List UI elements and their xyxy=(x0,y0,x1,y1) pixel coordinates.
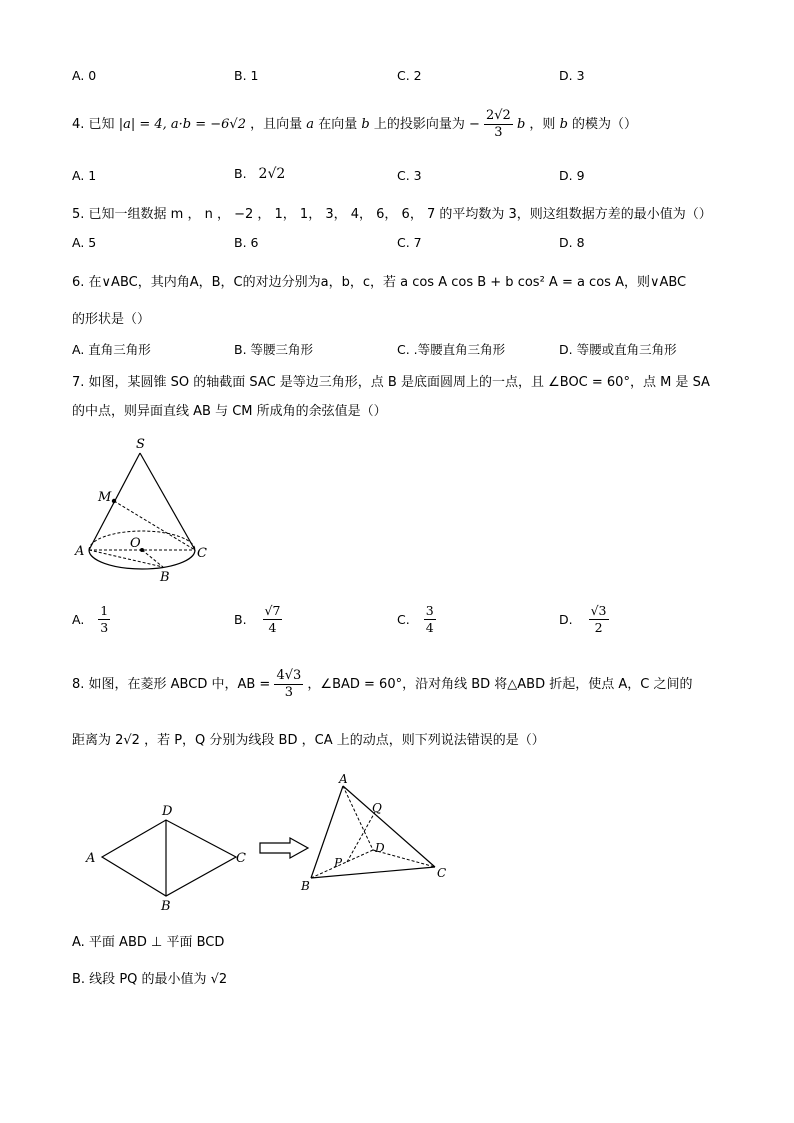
rhombus-label-c: C xyxy=(236,851,246,866)
q3-option-b: B. 1 xyxy=(234,68,259,83)
q4-frac-den: 3 xyxy=(494,125,503,140)
q7-option-d-fraction xyxy=(589,603,609,636)
q4-condition: |a| = 4, a·b = −6√2 xyxy=(118,117,246,132)
q6-option-b: B. 等腰三角形 xyxy=(234,342,314,357)
q6-option-c: C. .等腰直角三角形 xyxy=(397,342,506,357)
q7-option-d-label: D. xyxy=(559,612,573,627)
label-c: C xyxy=(197,546,207,561)
cone-figure xyxy=(70,430,230,590)
q4-vec-b3: b xyxy=(559,117,568,132)
q4-frac-num: 2√2 xyxy=(485,108,511,123)
q3-option-c: C. 2 xyxy=(397,68,422,83)
q4-mid: ，且向量 xyxy=(250,117,303,132)
q4-stem xyxy=(72,108,637,144)
q7-option-d xyxy=(559,603,609,636)
edge-bc xyxy=(311,867,435,878)
q5-option-d: D. 8 xyxy=(559,235,585,250)
tetra-label-d: D xyxy=(375,841,385,855)
label-m: M xyxy=(98,490,112,505)
tetra-label-a: A xyxy=(339,772,348,786)
q7-option-a-num: 1 xyxy=(100,603,109,618)
rhombus-figure xyxy=(80,800,255,915)
q6-option-a: A. 直角三角形 xyxy=(72,342,151,357)
q7-option-b-label: B. xyxy=(234,612,247,627)
label-b: B xyxy=(160,570,170,585)
q8-post: ，∠BAD = 60°，沿对角线 BD 将△ABD 折起，使点 A，C 之间的 xyxy=(307,677,693,692)
tetra-label-c: C xyxy=(437,866,447,880)
q8-fraction xyxy=(274,668,303,701)
q7-option-a-fraction xyxy=(98,603,110,636)
segment-mc xyxy=(114,501,195,550)
q7-option-a-label: A. xyxy=(72,612,85,627)
q4-option-b-label: B. xyxy=(234,166,247,181)
rhombus-label-a: A xyxy=(86,851,96,866)
q4-option-a: A. 1 xyxy=(72,168,97,183)
q4-vec-b2: b xyxy=(516,117,526,132)
q7-option-b-den: 4 xyxy=(268,620,277,635)
q7-option-b-fraction xyxy=(263,603,283,636)
q5-stem: 5. 已知一组数据 m ， n ， −2 ， 1， 1， 3， 4， 6， 6， 7 的平均数为 3，则这组数据方差的最小值为（） xyxy=(72,207,712,222)
q8-option-b: B. 线段 PQ 的最小值为 √2 xyxy=(72,972,228,987)
q8-pre: 8. 如图，在菱形 ABCD 中，AB = xyxy=(72,677,271,692)
segment-ab xyxy=(89,550,163,567)
q4-prefix: 4. 已知 xyxy=(72,117,115,132)
q7-option-a-den: 3 xyxy=(100,620,109,635)
q4-tail2: 的模为（） xyxy=(572,117,638,132)
label-a: A xyxy=(75,544,85,559)
q7-option-d-den: 2 xyxy=(594,620,603,635)
q5-option-a: A. 5 xyxy=(72,235,97,250)
q7-stem-line2: 的中点，则异面直线 AB 与 CM 所成角的余弦值是（） xyxy=(72,404,387,419)
q5-option-c: C. 7 xyxy=(397,235,422,250)
q4-option-c: C. 3 xyxy=(397,168,422,183)
tetra-label-p: P xyxy=(334,856,343,870)
q4-vec-b: b xyxy=(361,117,370,132)
cone-edge-sc xyxy=(140,453,195,550)
q7-option-d-num: √3 xyxy=(590,603,607,618)
tetrahedron-figure xyxy=(295,770,460,895)
q7-option-c-num: 3 xyxy=(425,603,434,618)
q6-stem-line2: 的形状是（） xyxy=(72,312,151,327)
tetra-label-q: Q xyxy=(372,801,382,815)
q8-stem-line1 xyxy=(72,668,692,702)
q7-option-c-fraction xyxy=(424,603,436,636)
q8-frac-den: 3 xyxy=(284,685,293,700)
edge-ad xyxy=(343,786,373,850)
q4-mid3: 上的投影向量为 − xyxy=(373,117,480,132)
q7-option-c xyxy=(397,603,436,636)
q4-option-b-value: 2√2 xyxy=(258,166,286,182)
point-m xyxy=(112,499,116,503)
q3-option-a: A. 0 xyxy=(72,68,97,83)
q4-fraction xyxy=(484,108,513,141)
q4-mid2: 在向量 xyxy=(318,117,358,132)
label-s: S xyxy=(136,437,145,452)
q8-frac-num: 4√3 xyxy=(276,668,302,683)
q7-stem-line1: 7. 如图，某圆锥 SO 的轴截面 SAC 是等边三角形，点 B 是底面圆周上的一点，且 ∠BOC = 60°，点 M 是 SA xyxy=(72,375,710,390)
q7-option-b xyxy=(234,603,282,636)
q4-tail: ，则 xyxy=(529,117,556,132)
tetra-label-b: B xyxy=(301,879,310,893)
segment-pq xyxy=(347,812,375,862)
q6-option-d: D. 等腰或直角三角形 xyxy=(559,342,677,357)
q8-option-a: A. 平面 ABD ⊥ 平面 BCD xyxy=(72,935,225,950)
q5-option-b: B. 6 xyxy=(234,235,259,250)
rhombus-abcd xyxy=(102,820,236,896)
q7-option-c-label: C. xyxy=(397,612,410,627)
q4-option-b xyxy=(234,166,285,182)
rhombus-label-b: B xyxy=(161,899,171,914)
q4-vec-a: a xyxy=(306,117,315,132)
label-o: O xyxy=(130,536,141,551)
q7-option-b-num: √7 xyxy=(264,603,281,618)
q8-stem-line2: 距离为 2√2 ，若 P，Q 分别为线段 BD ，CA 上的动点，则下列说法错误的是（） xyxy=(72,733,545,748)
q7-option-a xyxy=(72,603,110,636)
q7-option-c-den: 4 xyxy=(425,620,434,635)
q4-option-d: D. 9 xyxy=(559,168,585,183)
base-front-arc xyxy=(89,550,195,569)
q6-stem-line1: 6. 在∨ABC，其内角A，B，C的对边分别为a，b，c，若 a cos A cos B + b cos² A = a cos A，则∨ABC xyxy=(72,275,687,290)
rhombus-label-d: D xyxy=(162,804,173,819)
q3-option-d: D. 3 xyxy=(559,68,585,83)
